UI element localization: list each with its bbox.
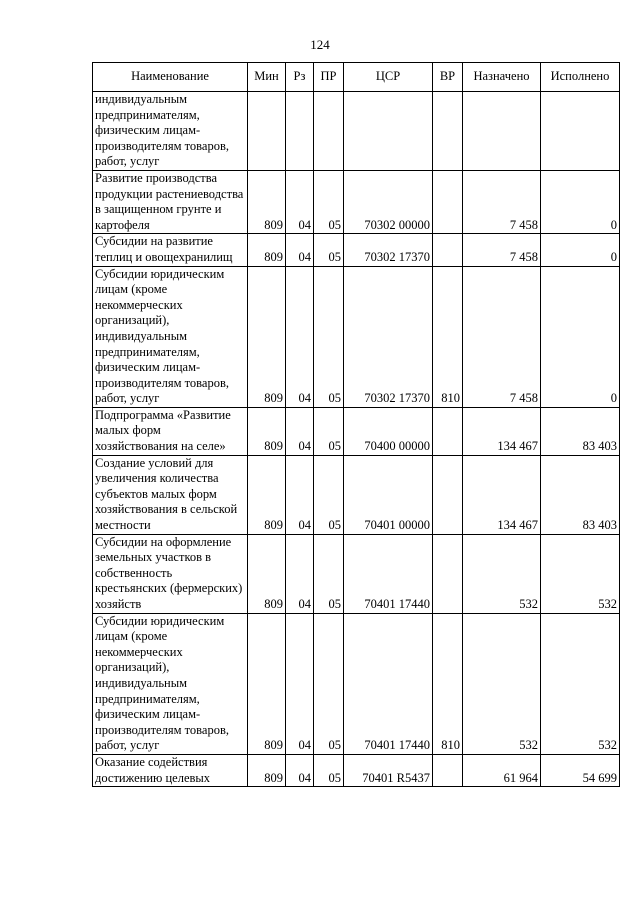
row-executed: 532 — [541, 613, 620, 754]
row-min: 809 — [248, 534, 286, 613]
row-assigned: 61 964 — [463, 754, 541, 786]
row-name: Субсидии на оформление земельных участков в собственность крестьянских (фермерских) хозяйств — [93, 534, 248, 613]
table-row — [93, 234, 620, 266]
row-csr: 70401 17440 — [344, 534, 433, 613]
row-csr: 70401 R5437 — [344, 754, 433, 786]
table-row — [93, 534, 620, 613]
header-csr: ЦСР — [344, 63, 433, 92]
row-pr: 05 — [314, 407, 344, 455]
row-pr: 05 — [314, 234, 344, 266]
row-name: Субсидии юридическим лицам (кроме некоммерческих организаций), индивидуальным предпринимателям, физическим лицам-производителям товаров, работ, услуг — [93, 266, 248, 407]
table-row — [93, 92, 620, 171]
row-csr: 70401 00000 — [344, 455, 433, 534]
row-csr: 70302 17370 — [344, 266, 433, 407]
row-rz — [286, 92, 314, 171]
row-min: 809 — [248, 170, 286, 233]
row-min: 809 — [248, 613, 286, 754]
row-executed: 0 — [541, 266, 620, 407]
table-row — [93, 754, 620, 786]
row-executed: 0 — [541, 234, 620, 266]
row-name: Создание условий для увеличения количества субъектов малых форм хозяйствования в сельской местности — [93, 455, 248, 534]
row-pr: 05 — [314, 170, 344, 233]
row-executed: 83 403 — [541, 407, 620, 455]
row-rz: 04 — [286, 455, 314, 534]
row-assigned: 134 467 — [463, 407, 541, 455]
budget-table — [92, 62, 620, 787]
row-vr — [433, 170, 463, 233]
header-rz: Рз — [286, 63, 314, 92]
row-vr — [433, 234, 463, 266]
header-min: Мин — [248, 63, 286, 92]
row-min: 809 — [248, 266, 286, 407]
row-name: Субсидии на развитие теплиц и овощехранилищ — [93, 234, 248, 266]
row-pr: 05 — [314, 534, 344, 613]
row-vr — [433, 534, 463, 613]
row-pr: 05 — [314, 613, 344, 754]
row-assigned: 532 — [463, 534, 541, 613]
table-row — [93, 170, 620, 233]
row-csr: 70401 17440 — [344, 613, 433, 754]
row-min: 809 — [248, 234, 286, 266]
row-vr — [433, 754, 463, 786]
row-rz: 04 — [286, 170, 314, 233]
row-vr: 810 — [433, 266, 463, 407]
row-min: 809 — [248, 754, 286, 786]
row-name: Субсидии юридическим лицам (кроме некоммерческих организаций), индивидуальным предпринимателям, физическим лицам-производителям товаров, работ, услуг — [93, 613, 248, 754]
row-rz: 04 — [286, 407, 314, 455]
row-min: 809 — [248, 455, 286, 534]
header-executed: Исполнено — [541, 63, 620, 92]
row-pr: 05 — [314, 455, 344, 534]
row-executed: 54 699 — [541, 754, 620, 786]
row-rz: 04 — [286, 266, 314, 407]
table-row — [93, 613, 620, 754]
table-row — [93, 455, 620, 534]
row-assigned: 134 467 — [463, 455, 541, 534]
row-name: Оказание содействия достижению целевых — [93, 754, 248, 786]
row-vr — [433, 455, 463, 534]
row-pr: 05 — [314, 754, 344, 786]
row-rz: 04 — [286, 754, 314, 786]
row-vr — [433, 92, 463, 171]
row-csr — [344, 92, 433, 171]
row-executed — [541, 92, 620, 171]
row-assigned: 7 458 — [463, 266, 541, 407]
row-executed: 532 — [541, 534, 620, 613]
header-vr: ВР — [433, 63, 463, 92]
table-header-row — [93, 63, 620, 92]
header-pr: ПР — [314, 63, 344, 92]
row-rz: 04 — [286, 613, 314, 754]
row-vr — [433, 407, 463, 455]
row-assigned: 7 458 — [463, 234, 541, 266]
row-min — [248, 92, 286, 171]
row-assigned — [463, 92, 541, 171]
row-pr: 05 — [314, 266, 344, 407]
row-name: Подпрограмма «Развитие малых форм хозяйствования на селе» — [93, 407, 248, 455]
row-name: Развитие производства продукции растениеводства в защищенном грунте и картофеля — [93, 170, 248, 233]
page-number: 124 — [310, 37, 330, 52]
row-rz: 04 — [286, 534, 314, 613]
row-csr: 70400 00000 — [344, 407, 433, 455]
header-assigned: Назначено — [463, 63, 541, 92]
row-rz: 04 — [286, 234, 314, 266]
row-min: 809 — [248, 407, 286, 455]
row-assigned: 7 458 — [463, 170, 541, 233]
header-name: Наименование — [93, 63, 248, 92]
row-assigned: 532 — [463, 613, 541, 754]
table-row — [93, 266, 620, 407]
row-name: индивидуальным предпринимателям, физическим лицам-производителям товаров, работ, услуг — [93, 92, 248, 171]
row-csr: 70302 00000 — [344, 170, 433, 233]
row-executed: 83 403 — [541, 455, 620, 534]
row-pr — [314, 92, 344, 171]
row-csr: 70302 17370 — [344, 234, 433, 266]
table-row — [93, 407, 620, 455]
row-executed: 0 — [541, 170, 620, 233]
row-vr: 810 — [433, 613, 463, 754]
